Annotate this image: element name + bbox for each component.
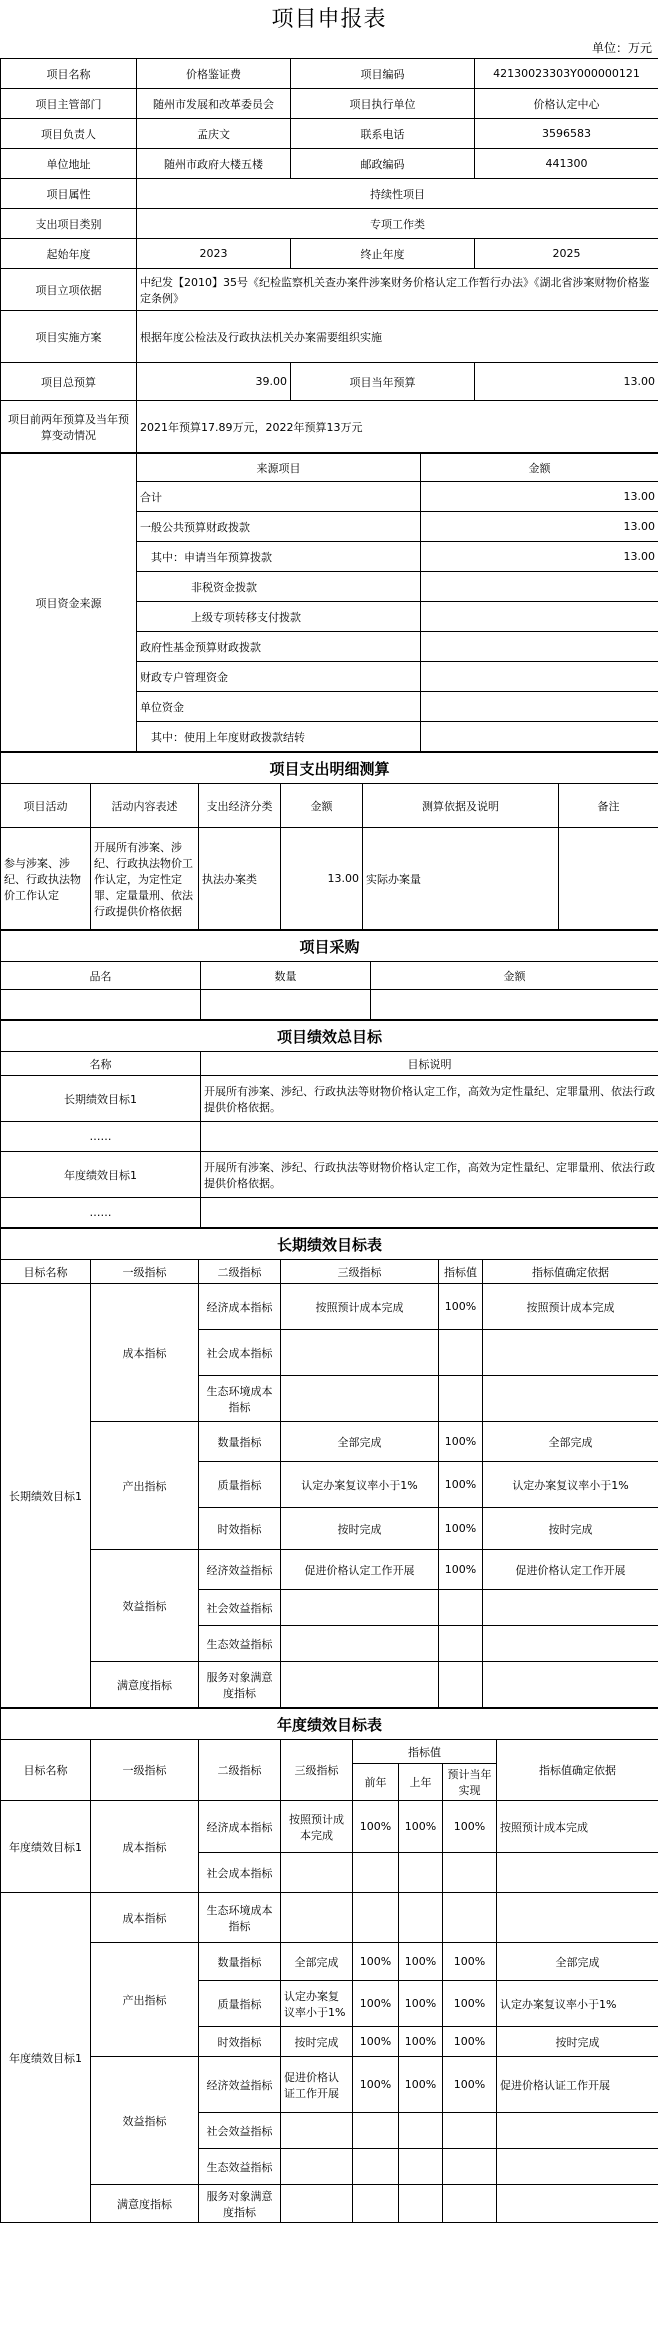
- detail-header: 支出经济分类: [199, 784, 281, 828]
- long-basis: [483, 1376, 658, 1422]
- annual-subheader: 上年: [399, 1764, 443, 1801]
- annual-l1: 效益指标: [91, 2057, 199, 2185]
- annual-val-c: 100%: [443, 2027, 497, 2057]
- attr-label: 项目属性: [1, 179, 137, 209]
- annual-basis: 认定办案复议率小于1%: [497, 1981, 658, 2027]
- annual-basis: 按照预计成本完成: [497, 1801, 658, 1853]
- long-l2: 时效指标: [199, 1508, 281, 1550]
- long-basis: [483, 1626, 658, 1662]
- annual-val-a: 100%: [353, 2027, 399, 2057]
- detail-amount: 13.00: [281, 828, 363, 930]
- annual-l1: 成本指标: [91, 1893, 199, 1943]
- long-basis: 全部完成: [483, 1422, 658, 1462]
- current-budget-value: 13.00: [475, 363, 658, 401]
- annual-val-b: [399, 2185, 443, 2223]
- funds-source-label: 项目资金来源: [1, 454, 137, 752]
- exec-unit-value: 价格认定中心: [475, 89, 658, 119]
- annual-l2: 经济效益指标: [199, 2057, 281, 2113]
- long-header: 目标名称: [1, 1260, 91, 1284]
- annual-val-c: 100%: [443, 2057, 497, 2113]
- long-basis: 按照预计成本完成: [483, 1284, 658, 1330]
- funds-header-source: 来源项目: [137, 454, 421, 482]
- detail-basis: 实际办案量: [363, 828, 559, 930]
- annual-l3: 全部完成: [281, 1943, 353, 1981]
- basis-value: 中纪发【2010】35号《纪检监察机关查办案件涉案财务价格认定工作暂行办法》《湖北省涉案财物价格鉴定条例》: [137, 269, 658, 311]
- total-budget-value: 39.00: [137, 363, 291, 401]
- total-budget-label: 项目总预算: [1, 363, 137, 401]
- annual-l2: 生态环境成本指标: [199, 1893, 281, 1943]
- ellipsis-cell: ……: [1, 1198, 201, 1228]
- long-value: [439, 1662, 483, 1708]
- purchase-header-qty: 数量: [201, 962, 371, 990]
- plan-label: 项目实施方案: [1, 311, 137, 363]
- annual-basis: [497, 1893, 658, 1943]
- annual-l2: 数量指标: [199, 1943, 281, 1981]
- overall-header-name: 名称: [1, 1052, 201, 1076]
- overall-goals-table: [0, 1020, 658, 1228]
- annual-l2: 服务对象满意度指标: [199, 2185, 281, 2223]
- long-value: 100%: [439, 1462, 483, 1508]
- long-value: [439, 1376, 483, 1422]
- long-target-name: 长期绩效目标1: [1, 1284, 91, 1708]
- overall-section-title: 项目绩效总目标: [1, 1021, 658, 1052]
- long-header: 指标值确定依据: [483, 1260, 658, 1284]
- long-header: 三级指标: [281, 1260, 439, 1284]
- long-l3: [281, 1330, 439, 1376]
- annual-l3: [281, 2113, 353, 2149]
- annual-val-a: [353, 1893, 399, 1943]
- zip-value: 441300: [475, 149, 658, 179]
- annual-l1: 满意度指标: [91, 2185, 199, 2223]
- annual-l3: [281, 1893, 353, 1943]
- long-l1: 满意度指标: [91, 1662, 199, 1708]
- funds-row-amount: [421, 572, 658, 602]
- start-year-label: 起始年度: [1, 239, 137, 269]
- project-name-label: 项目名称: [1, 59, 137, 89]
- page-title: 项目申报表: [271, 7, 387, 32]
- long-l3: [281, 1376, 439, 1422]
- detail-note: [559, 828, 658, 930]
- empty-cell: [201, 1122, 658, 1152]
- detail-header: 活动内容表述: [91, 784, 199, 828]
- long-goal-name: 长期绩效目标1: [1, 1076, 201, 1122]
- funds-row-amount: 13.00: [421, 482, 658, 512]
- category-label: 支出项目类别: [1, 209, 137, 239]
- long-l2: 服务对象满意度指标: [199, 1662, 281, 1708]
- purchase-cell: [1, 990, 201, 1020]
- funds-table: [0, 453, 658, 752]
- annual-l3: 促进价格认证工作开展: [281, 2057, 353, 2113]
- purchase-section-title: 项目采购: [1, 931, 658, 962]
- funds-row-name: 其中：申请当年预算拨款: [137, 542, 421, 572]
- annual-val-a: [353, 1853, 399, 1893]
- long-l1: 产出指标: [91, 1422, 199, 1550]
- annual-val-c: [443, 2185, 497, 2223]
- budget-change-value: 2021年预算17.89万元，2022年预算13万元: [137, 401, 658, 453]
- phone-value: 3596583: [475, 119, 658, 149]
- long-basis: [483, 1590, 658, 1626]
- purchase-table: [0, 930, 658, 1020]
- funds-row-name: 上级专项转移支付拨款: [137, 602, 421, 632]
- funds-row-amount: [421, 722, 658, 752]
- funds-row-amount: [421, 632, 658, 662]
- annual-val-a: 100%: [353, 1801, 399, 1853]
- annual-l1: 成本指标: [91, 1801, 199, 1893]
- funds-row-name: 合计: [137, 482, 421, 512]
- detail-header: 金额: [281, 784, 363, 828]
- annual-header: 指标值确定依据: [497, 1740, 658, 1801]
- funds-row-amount: 13.00: [421, 542, 658, 572]
- annual-l1: 产出指标: [91, 1943, 199, 2057]
- budget-change-label: 项目前两年预算及当年预算变动情况: [1, 401, 137, 453]
- annual-target-name: 年度绩效目标1: [1, 1801, 91, 1893]
- funds-row-amount: [421, 692, 658, 722]
- detail-header: 备注: [559, 784, 658, 828]
- funds-row-amount: [421, 662, 658, 692]
- annual-basis: 按时完成: [497, 2027, 658, 2057]
- ellipsis-cell: ……: [1, 1122, 201, 1152]
- phone-label: 联系电话: [291, 119, 475, 149]
- overall-header-desc: 目标说明: [201, 1052, 658, 1076]
- funds-row-amount: 13.00: [421, 512, 658, 542]
- funds-row-name: 一般公共预算财政拨款: [137, 512, 421, 542]
- annual-val-b: 100%: [399, 2027, 443, 2057]
- year-goal-name: 年度绩效目标1: [1, 1152, 201, 1198]
- long-goal-desc: 开展所有涉案、涉纪、行政执法等财物价格认定工作，高效为定性量纪、定罪量刑、依法行政提供价格依据。: [201, 1076, 658, 1122]
- project-name-value: 价格鉴证费: [137, 59, 291, 89]
- annual-header: 指标值: [353, 1740, 497, 1764]
- detail-econ-class: 执法办案类: [199, 828, 281, 930]
- long-value: 100%: [439, 1284, 483, 1330]
- long-value: [439, 1330, 483, 1376]
- long-l2: 数量指标: [199, 1422, 281, 1462]
- annual-val-a: 100%: [353, 1981, 399, 2027]
- long-basis: [483, 1662, 658, 1708]
- annual-subheader: 前年: [353, 1764, 399, 1801]
- zip-label: 邮政编码: [291, 149, 475, 179]
- end-year-value: 2025: [475, 239, 658, 269]
- long-header: 一级指标: [91, 1260, 199, 1284]
- annual-val-c: [443, 1853, 497, 1893]
- annual-basis: [497, 2113, 658, 2149]
- attr-value: 持续性项目: [137, 179, 658, 209]
- address-label: 单位地址: [1, 149, 137, 179]
- annual-val-b: 100%: [399, 1981, 443, 2027]
- purchase-cell: [371, 990, 658, 1020]
- annual-l2: 社会效益指标: [199, 2113, 281, 2149]
- long-l3: [281, 1626, 439, 1662]
- long-value: [439, 1626, 483, 1662]
- funds-row-name: 非税资金拨款: [137, 572, 421, 602]
- annual-l3: [281, 1853, 353, 1893]
- annual-basis: [497, 2185, 658, 2223]
- annual-val-c: 100%: [443, 1981, 497, 2027]
- annual-val-b: 100%: [399, 2057, 443, 2113]
- funds-row-name: 单位资金: [137, 692, 421, 722]
- annual-val-b: 100%: [399, 1943, 443, 1981]
- long-l2: 质量指标: [199, 1462, 281, 1508]
- plan-value: 根据年度公检法及行政执法机关办案需要组织实施: [137, 311, 658, 363]
- category-value: 专项工作类: [137, 209, 658, 239]
- detail-table: [0, 752, 658, 930]
- annual-header: 二级指标: [199, 1740, 281, 1801]
- long-basis: 按时完成: [483, 1508, 658, 1550]
- long-l2: 生态环境成本指标: [199, 1376, 281, 1422]
- long-l1: 成本指标: [91, 1284, 199, 1422]
- annual-l2: 社会成本指标: [199, 1853, 281, 1893]
- annual-l3: [281, 2185, 353, 2223]
- long-l3: 促进价格认定工作开展: [281, 1550, 439, 1590]
- long-l2: 社会效益指标: [199, 1590, 281, 1626]
- annual-val-c: 100%: [443, 1801, 497, 1853]
- current-budget-label: 项目当年预算: [291, 363, 475, 401]
- annual-basis: 全部完成: [497, 1943, 658, 1981]
- annual-val-c: [443, 2149, 497, 2185]
- long-value: 100%: [439, 1550, 483, 1590]
- long-l2: 经济成本指标: [199, 1284, 281, 1330]
- annual-val-b: [399, 2113, 443, 2149]
- detail-activity: 参与涉案、涉纪、行政执法物价工作认定: [1, 828, 91, 930]
- annual-target-name: 年度绩效目标1: [1, 1893, 91, 2223]
- exec-unit-label: 项目执行单位: [291, 89, 475, 119]
- annual-val-a: [353, 2113, 399, 2149]
- address-value: 随州市政府大楼五楼: [137, 149, 291, 179]
- long-basis: 促进价格认定工作开展: [483, 1550, 658, 1590]
- leader-label: 项目负责人: [1, 119, 137, 149]
- long-header: 二级指标: [199, 1260, 281, 1284]
- annual-l2: 时效指标: [199, 2027, 281, 2057]
- annual-val-a: 100%: [353, 1943, 399, 1981]
- annual-l3: 按照预计成本完成: [281, 1801, 353, 1853]
- long-value: [439, 1590, 483, 1626]
- funds-header-amount: 金额: [421, 454, 658, 482]
- project-code-value: 42130023303Y000000121: [475, 59, 658, 89]
- long-section-title: 长期绩效目标表: [1, 1229, 658, 1260]
- long-l3: 认定办案复议率小于1%: [281, 1462, 439, 1508]
- long-basis: 认定办案复议率小于1%: [483, 1462, 658, 1508]
- dept-value: 随州市发展和改革委员会: [137, 89, 291, 119]
- annual-l3: 按时完成: [281, 2027, 353, 2057]
- annual-subheader: 预计当年实现: [443, 1764, 497, 1801]
- annual-val-a: 100%: [353, 2057, 399, 2113]
- annual-header: 目标名称: [1, 1740, 91, 1801]
- detail-section-title: 项目支出明细测算: [1, 753, 658, 784]
- funds-row-name: 财政专户管理资金: [137, 662, 421, 692]
- long-l3: 全部完成: [281, 1422, 439, 1462]
- annual-l2: 经济成本指标: [199, 1801, 281, 1853]
- annual-basis: 促进价格认证工作开展: [497, 2057, 658, 2113]
- purchase-header-name: 品名: [1, 962, 201, 990]
- funds-row-amount: [421, 602, 658, 632]
- annual-l2: 生态效益指标: [199, 2149, 281, 2185]
- long-l3: [281, 1590, 439, 1626]
- annual-val-a: [353, 2185, 399, 2223]
- long-l3: 按照预计成本完成: [281, 1284, 439, 1330]
- start-year-value: 2023: [137, 239, 291, 269]
- project-code-label: 项目编码: [291, 59, 475, 89]
- annual-l3: 认定办案复议率小于1%: [281, 1981, 353, 2027]
- annual-val-b: [399, 1893, 443, 1943]
- dept-label: 项目主管部门: [1, 89, 137, 119]
- leader-value: 孟庆文: [137, 119, 291, 149]
- annual-val-c: [443, 1893, 497, 1943]
- detail-header: 测算依据及说明: [363, 784, 559, 828]
- annual-val-b: [399, 2149, 443, 2185]
- purchase-header-amount: 金额: [371, 962, 658, 990]
- annual-table: [0, 1708, 658, 2223]
- long-l2: 社会成本指标: [199, 1330, 281, 1376]
- long-value: 100%: [439, 1422, 483, 1462]
- annual-header: 一级指标: [91, 1740, 199, 1801]
- empty-cell: [201, 1198, 658, 1228]
- basis-label: 项目立项依据: [1, 269, 137, 311]
- annual-l2: 质量指标: [199, 1981, 281, 2027]
- annual-basis: [497, 2149, 658, 2185]
- annual-val-b: 100%: [399, 1801, 443, 1853]
- long-header: 指标值: [439, 1260, 483, 1284]
- annual-l3: [281, 2149, 353, 2185]
- end-year-label: 终止年度: [291, 239, 475, 269]
- long-term-table: [0, 1228, 658, 1708]
- long-basis: [483, 1330, 658, 1376]
- long-l1: 效益指标: [91, 1550, 199, 1662]
- annual-basis: [497, 1853, 658, 1893]
- detail-header: 项目活动: [1, 784, 91, 828]
- long-value: 100%: [439, 1508, 483, 1550]
- funds-row-name: 政府性基金预算财政拨款: [137, 632, 421, 662]
- long-l2: 经济效益指标: [199, 1550, 281, 1590]
- annual-val-c: 100%: [443, 1943, 497, 1981]
- long-l2: 生态效益指标: [199, 1626, 281, 1662]
- annual-header: 三级指标: [281, 1740, 353, 1801]
- annual-val-a: [353, 2149, 399, 2185]
- funds-row-name: 其中：使用上年度财政拨款结转: [137, 722, 421, 752]
- long-l3: [281, 1662, 439, 1708]
- annual-val-c: [443, 2113, 497, 2149]
- year-goal-desc: 开展所有涉案、涉纪、行政执法等财物价格认定工作，高效为定性量纪、定罪量刑、依法行政提供价格依据。: [201, 1152, 658, 1198]
- long-l3: 按时完成: [281, 1508, 439, 1550]
- annual-val-b: [399, 1853, 443, 1893]
- unit-label: 单位：万元: [591, 41, 652, 55]
- basic-info-table: [0, 58, 658, 453]
- detail-content: 开展所有涉案、涉纪、行政执法物价工作认定，为定性定罪、定量量刑、依法行政提供价格依据: [91, 828, 199, 930]
- annual-section-title: 年度绩效目标表: [1, 1709, 658, 1740]
- purchase-cell: [201, 990, 371, 1020]
